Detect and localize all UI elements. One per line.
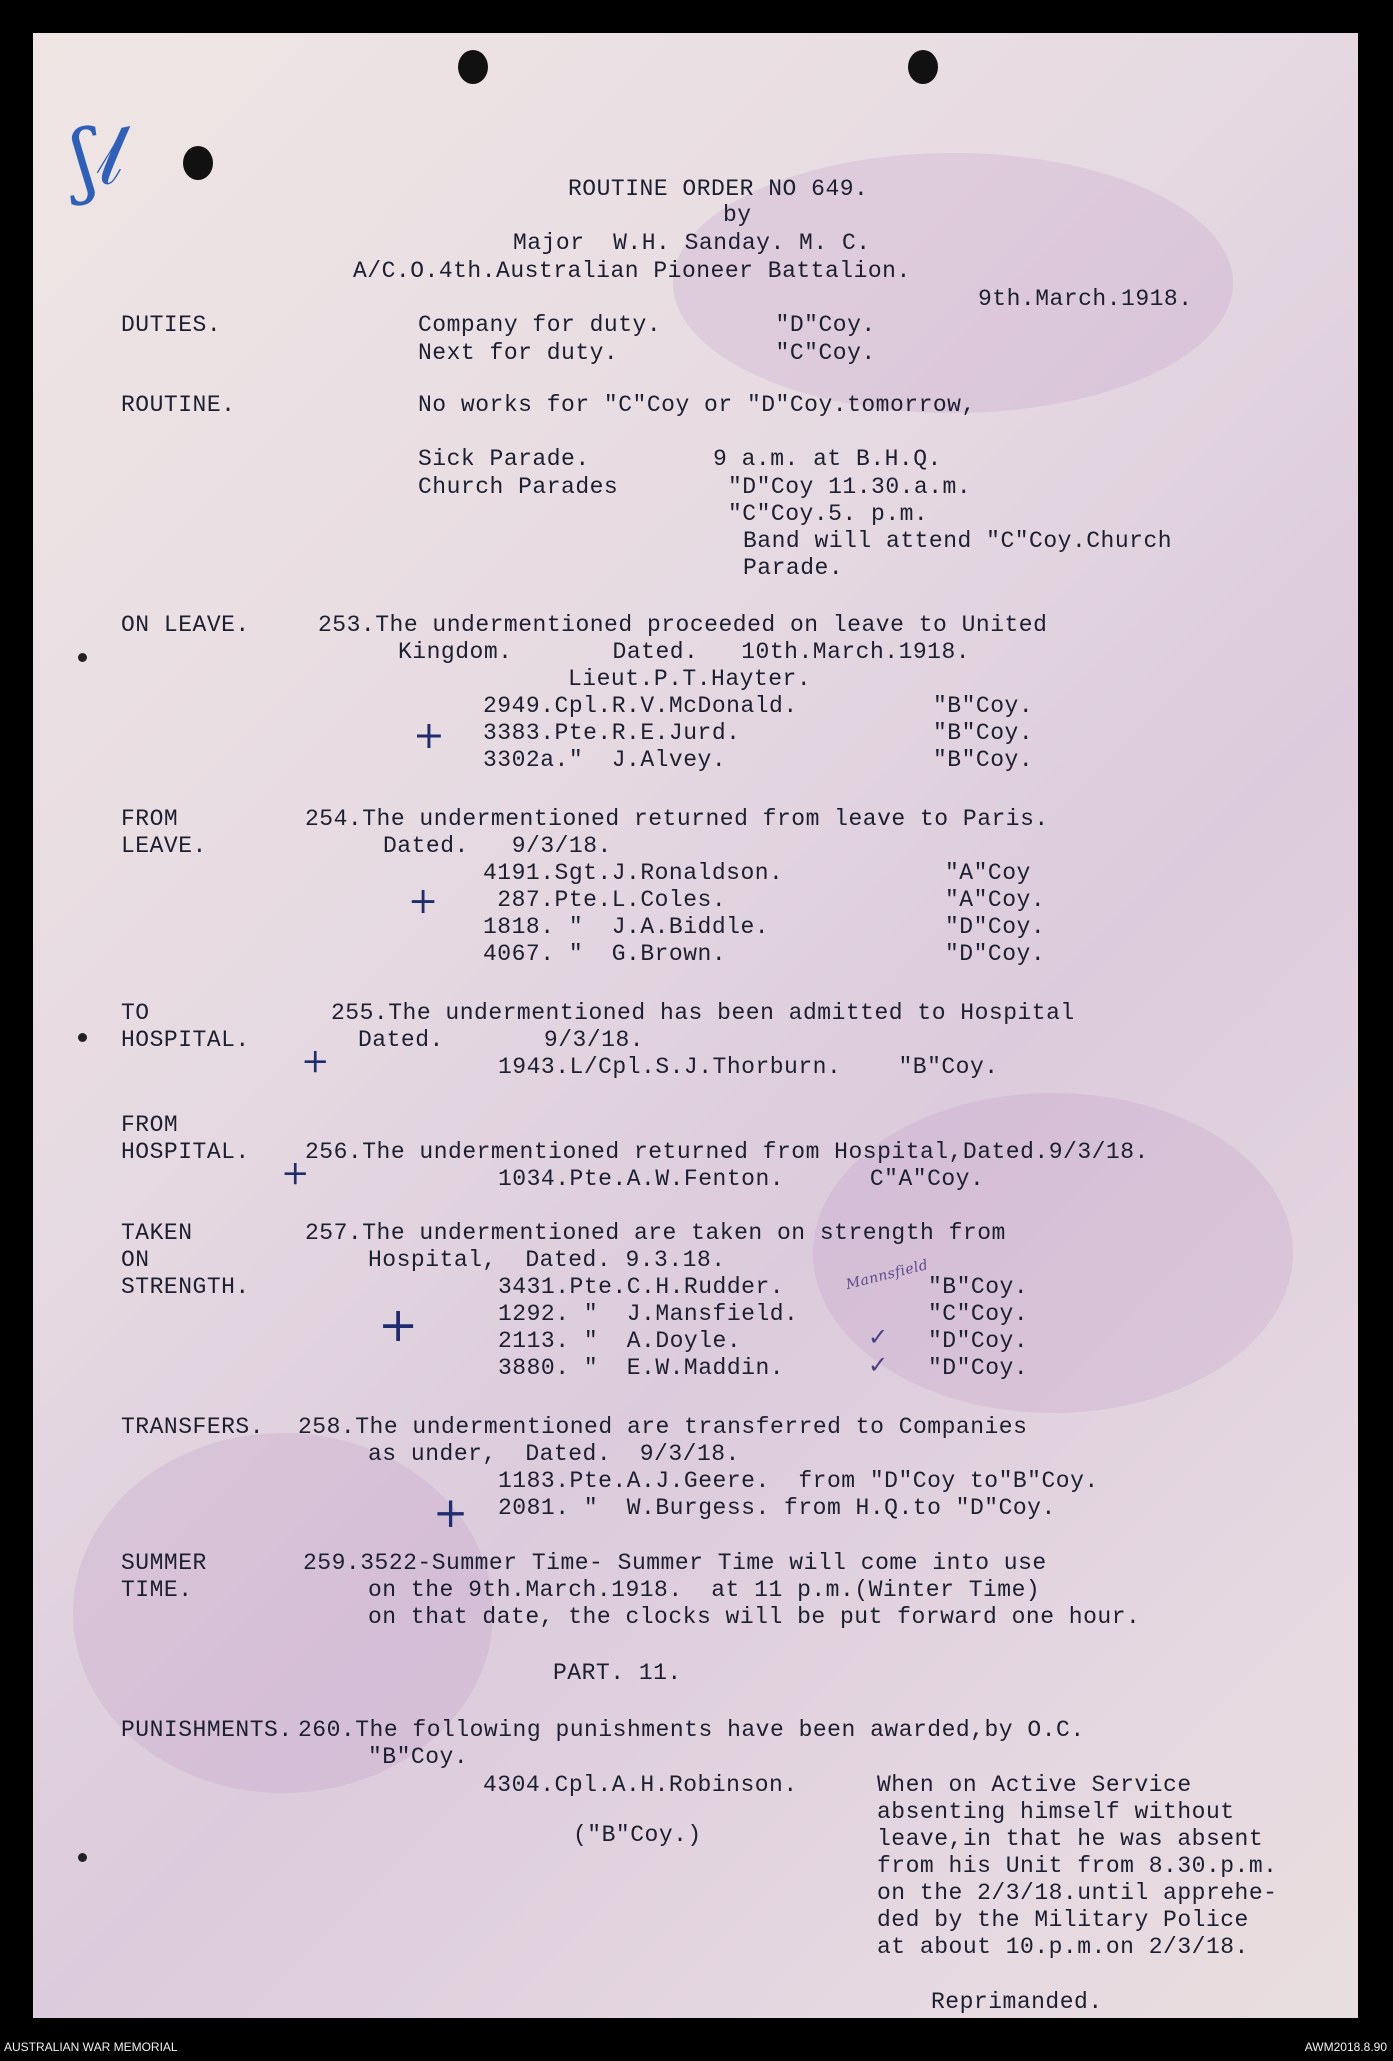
- taken-on-strength-coy: "D"Coy.: [928, 1355, 1029, 1381]
- taken-on-strength-coy: "D"Coy.: [928, 1328, 1029, 1354]
- order-officer: Major W.H. Sanday. M. C.: [513, 230, 871, 256]
- to-hospital-line: Dated. 9/3/18.: [358, 1027, 645, 1053]
- on-leave-coy: "B"Coy.: [933, 747, 1034, 773]
- summer-time-line: 259.3522-Summer Time- Summer Time will come into use: [303, 1550, 1047, 1576]
- transfers-line: 258.The undermentioned are transferred to Companies: [298, 1414, 1028, 1440]
- section-heading-taken-on-strength: ON: [121, 1247, 150, 1273]
- section-heading-routine: ROUTINE.: [121, 392, 236, 418]
- section-heading-summer-time: TIME.: [121, 1577, 193, 1603]
- duties-line: Company for duty. "D"Coy.: [418, 312, 876, 338]
- section-heading-taken-on-strength: STRENGTH.: [121, 1274, 250, 1300]
- from-leave-coy: "D"Coy.: [945, 914, 1046, 940]
- on-leave-name: 2949.Cpl.R.V.McDonald.: [483, 693, 798, 719]
- from-leave-coy: "A"Coy: [945, 860, 1031, 886]
- section-heading-from-leave: FROM: [121, 806, 179, 832]
- section-heading-summer-time: SUMMER: [121, 1550, 207, 1576]
- punch-hole: [183, 146, 213, 180]
- from-leave-line: Dated. 9/3/18.: [383, 833, 612, 859]
- section-heading-from-leave: LEAVE.: [121, 833, 207, 859]
- cross-mark-icon: +: [301, 1041, 330, 1081]
- section-heading-from-hospital: FROM: [121, 1112, 179, 1138]
- punishment-result: Reprimanded.: [931, 1989, 1103, 2015]
- taken-on-strength-coy: "C"Coy.: [928, 1301, 1029, 1327]
- section-heading-on-leave: ON LEAVE.: [121, 612, 250, 638]
- to-hospital-line: 255.The undermentioned has been admitted to Hospital: [331, 1000, 1075, 1026]
- taken-on-strength-coy: "B"Coy.: [928, 1274, 1029, 1300]
- transfers-line: as under, Dated. 9/3/18.: [368, 1441, 740, 1467]
- section-heading-transfers: TRANSFERS.: [121, 1414, 265, 1440]
- footer-accession-number: AWM2018.8.90: [1304, 2040, 1387, 2054]
- cross-mark-icon: +: [433, 1488, 469, 1537]
- routine-church-label: Church Parades: [418, 474, 619, 500]
- cross-mark-icon: +: [378, 1297, 419, 1353]
- routine-church-line: Parade.: [743, 555, 844, 581]
- footer-credit: AUSTRALIAN WAR MEMORIAL: [4, 2040, 178, 2054]
- on-leave-name: 3383.Pte.R.E.Jurd.: [483, 720, 741, 746]
- punishment-offence-line: ded by the Military Police: [877, 1907, 1249, 1933]
- order-date: 9th.March.1918.: [978, 286, 1193, 312]
- tick-mark-icon: ✓: [868, 1323, 889, 1351]
- routine-church-line: Band will attend "C"Coy.Church: [743, 528, 1173, 554]
- from-leave-coy: "A"Coy.: [945, 887, 1046, 913]
- order-unit: A/C.O.4th.Australian Pioneer Battalion.: [353, 258, 911, 284]
- from-leave-coy: "D"Coy.: [945, 941, 1046, 967]
- handwritten-annotation: Mannsfield: [844, 1257, 930, 1293]
- taken-on-strength-line: 257.The undermentioned are taken on strength from: [305, 1220, 1006, 1246]
- on-leave-officer: Lieut.P.T.Hayter.: [568, 666, 812, 692]
- from-hospital-line: 256.The undermentioned returned from Hospital,Dated.9/3/18.: [305, 1139, 1149, 1165]
- section-heading-to-hospital: HOSPITAL.: [121, 1027, 250, 1053]
- routine-church-line: "D"Coy 11.30.a.m.: [728, 474, 972, 500]
- transfers-row: 2081. " W.Burgess. from H.Q.to "D"Coy.: [498, 1495, 1056, 1521]
- order-by: by: [723, 202, 752, 228]
- taken-on-strength-name: 2113. " A.Doyle.: [498, 1328, 742, 1354]
- punishment-offence-line: at about 10.p.m.on 2/3/18.: [877, 1934, 1249, 1960]
- from-leave-name: 1818. " J.A.Biddle.: [483, 914, 770, 940]
- on-leave-coy: "B"Coy.: [933, 720, 1034, 746]
- routine-church-line: "C"Coy.5. p.m.: [728, 501, 929, 527]
- punch-hole: [458, 50, 488, 84]
- tick-mark-icon: ✓: [868, 1351, 889, 1379]
- taken-on-strength-name: 1292. " J.Mansfield.: [498, 1301, 799, 1327]
- taken-on-strength-line: Hospital, Dated. 9.3.18.: [368, 1247, 726, 1273]
- cross-mark-icon: +: [408, 881, 439, 922]
- punishment-offence-line: When on Active Service: [877, 1772, 1192, 1798]
- on-leave-line: 253.The undermentioned proceeded on leave to United: [318, 612, 1048, 638]
- punishment-offence-line: on the 2/3/18.until apprehe-: [877, 1880, 1278, 1906]
- punishments-line: 260.The following punishments have been awarded,by O.C.: [298, 1717, 1085, 1743]
- binder-hole: [78, 653, 87, 662]
- on-leave-coy: "B"Coy.: [933, 693, 1034, 719]
- cross-mark-icon: +: [413, 713, 445, 757]
- on-leave-line: Kingdom. Dated. 10th.March.1918.: [398, 639, 971, 665]
- punishment-coy: ("B"Coy.): [573, 1822, 702, 1848]
- routine-sick-label: Sick Parade.: [418, 446, 590, 472]
- section-heading-duties: DUTIES.: [121, 312, 222, 338]
- punch-hole: [908, 50, 938, 84]
- routine-line: No works for "C"Coy or "D"Coy.tomorrow,: [418, 392, 976, 418]
- punishment-name: 4304.Cpl.A.H.Robinson.: [483, 1772, 798, 1798]
- binder-hole: [78, 1033, 87, 1042]
- punishment-offence-line: absenting himself without: [877, 1799, 1235, 1825]
- summer-time-line: on that date, the clocks will be put forward one hour.: [368, 1604, 1141, 1630]
- order-title: ROUTINE ORDER NO 649.: [568, 176, 869, 202]
- from-leave-line: 254.The undermentioned returned from leave to Paris.: [305, 806, 1049, 832]
- binder-hole: [78, 1853, 87, 1862]
- routine-sick-value: 9 a.m. at B.H.Q.: [713, 446, 942, 472]
- summer-time-line: on the 9th.March.1918. at 11 p.m.(Winter Time): [368, 1577, 1041, 1603]
- punishment-offence-line: from his Unit from 8.30.p.m.: [877, 1853, 1278, 1879]
- taken-on-strength-name: 3431.Pte.C.H.Rudder.: [498, 1274, 785, 1300]
- from-leave-name: 4067. " G.Brown.: [483, 941, 727, 967]
- on-leave-name: 3302a." J.Alvey.: [483, 747, 727, 773]
- part-heading: PART. 11.: [553, 1660, 682, 1686]
- punishments-line: "B"Coy.: [368, 1744, 469, 1770]
- duties-line: Next for duty. "C"Coy.: [418, 340, 876, 366]
- cross-mark-icon: +: [281, 1153, 310, 1193]
- section-heading-punishments: PUNISHMENTS.: [121, 1717, 293, 1743]
- section-heading-from-hospital: HOSPITAL.: [121, 1139, 250, 1165]
- from-leave-name: 287.Pte.L.Coles.: [483, 887, 727, 913]
- document-page: [33, 33, 1358, 2018]
- transfers-row: 1183.Pte.A.J.Geere. from "D"Coy to"B"Coy.: [498, 1468, 1099, 1494]
- punishment-offence-line: leave,in that he was absent: [877, 1826, 1264, 1852]
- taken-on-strength-name: 3880. " E.W.Maddin.: [498, 1355, 785, 1381]
- section-heading-taken-on-strength: TAKEN: [121, 1220, 193, 1246]
- section-heading-to-hospital: TO: [121, 1000, 150, 1026]
- from-leave-name: 4191.Sgt.J.Ronaldson.: [483, 860, 784, 886]
- to-hospital-row: 1943.L/Cpl.S.J.Thorburn. "B"Coy.: [498, 1054, 999, 1080]
- handwritten-mark-icon: ʃ𝓁: [66, 108, 128, 207]
- from-hospital-row: 1034.Pte.A.W.Fenton. C"A"Coy.: [498, 1166, 985, 1192]
